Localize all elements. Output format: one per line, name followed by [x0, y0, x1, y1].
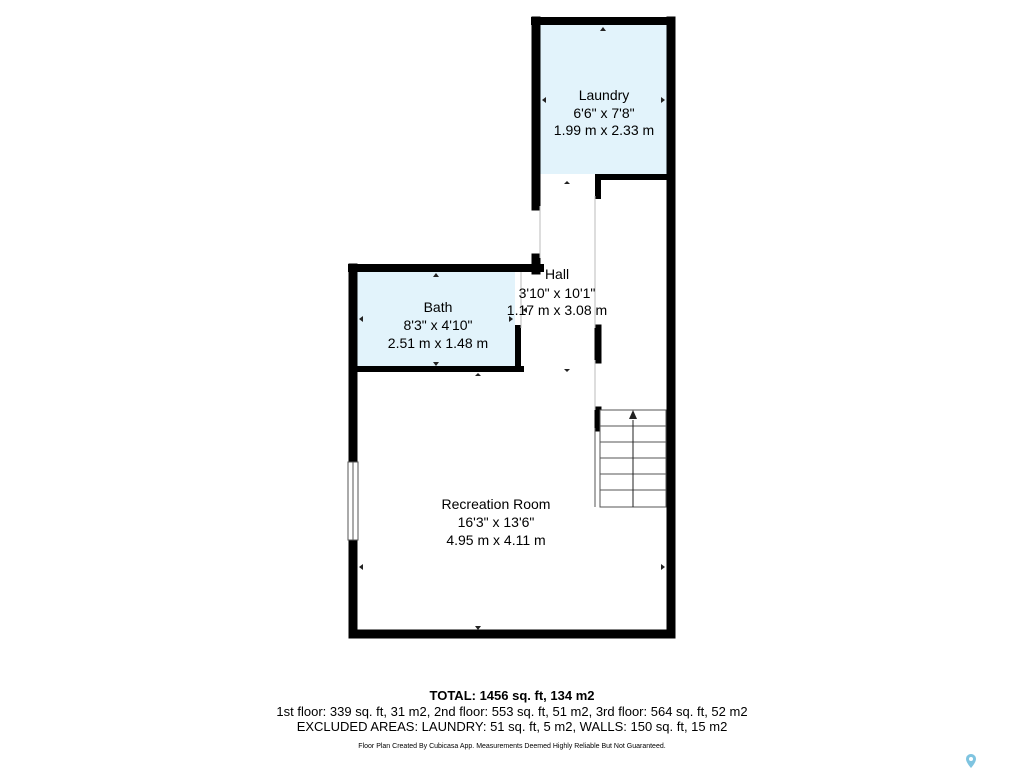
bath-imperial: 8'3" x 4'10" [403, 317, 473, 333]
hall-label [507, 266, 607, 318]
credit-text: Floor Plan Created By Cubicasa App. Measurements Deemed Highly Reliable But Not Guaranteed. [358, 743, 666, 750]
rec-top-marker [475, 373, 481, 376]
rec-right-marker [661, 564, 665, 570]
hall-bottom-marker [564, 369, 570, 372]
bath-metric: 2.51 m x 1.48 m [387, 335, 489, 351]
rec-bottom-marker [475, 626, 481, 630]
laundry-bottom-marker [564, 181, 570, 184]
recreation-room-metric: 4.95 m x 4.11 m [446, 532, 546, 548]
window-icon [348, 462, 358, 540]
laundry-metric: 1.99 m x 2.33 m [553, 122, 655, 138]
laundry-imperial: 6'6" x 7'8" [573, 105, 635, 121]
stairs-icon [595, 410, 666, 507]
hall-name: Hall [544, 266, 570, 282]
recreation-room-label [442, 496, 551, 548]
location-pin-icon [966, 754, 976, 768]
hall-metric: 1.17 m x 3.08 m [506, 302, 608, 318]
hall-imperial: 3'10" x 10'1" [518, 285, 596, 301]
floor-areas: 1st floor: 339 sq. ft, 31 m2, 2nd floor: 553 sq. ft, 51 m2, 3rd floor: 564 sq. ft, 52 m2 [276, 704, 748, 719]
recreation-room-name: Recreation Room [441, 496, 551, 512]
total-area: TOTAL: 1456 sq. ft, 134 m2 [429, 688, 595, 703]
laundry-name: Laundry [578, 87, 630, 103]
rec-left-marker [359, 564, 363, 570]
recreation-room-imperial: 16'3" x 13'6" [457, 514, 535, 530]
excluded-areas: EXCLUDED AREAS: LAUNDRY: 51 sq. ft, 5 m2, WALLS: 150 sq. ft, 15 m2 [296, 719, 728, 734]
bath-name: Bath [423, 299, 453, 315]
